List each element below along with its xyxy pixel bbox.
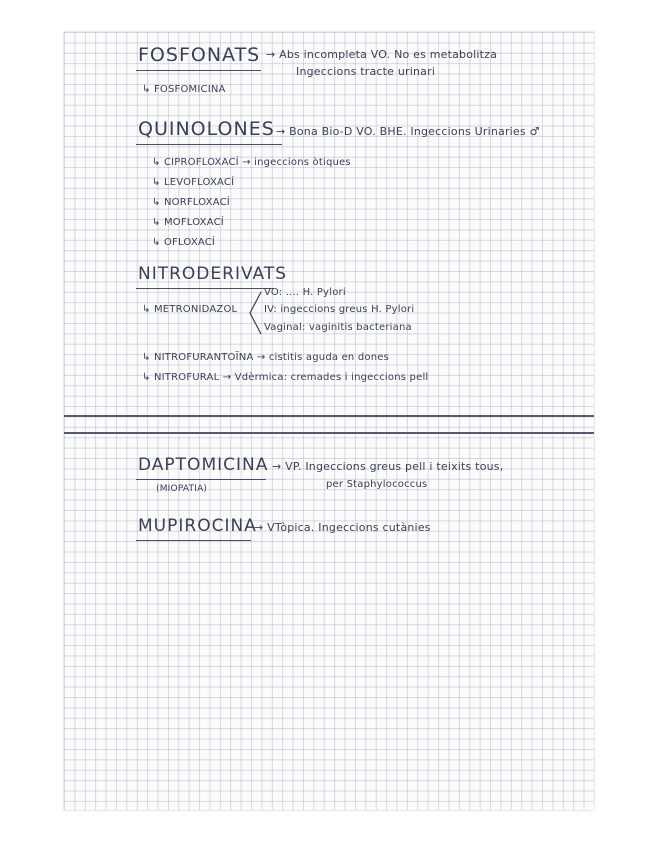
divider-line	[64, 432, 594, 434]
heading-underline	[136, 144, 282, 145]
quinolones-item: ↳ MOFLOXACÍ	[152, 217, 224, 228]
heading-mupirocina: MUPIROCINA	[138, 516, 257, 536]
daptomicina-note-2: per Staphylococcus	[326, 479, 428, 490]
quinolones-item: ↳ CIPROFLOXACÍ → ingeccions òtiques	[152, 157, 351, 168]
quinolones-item: ↳ OFLOXACÍ	[152, 237, 216, 248]
daptomicina-note-1: → VP. Ingeccions greus pell i teixits tous,	[272, 460, 504, 473]
heading-quinolones: QUINOLONES	[138, 118, 275, 140]
fosfonats-note-2: Ingeccions tracte urinari	[296, 65, 436, 78]
quinolones-note: → Bona Bio-D VO. BHE. Ingeccions Urinaries ♂	[276, 125, 540, 138]
mupirocina-note: → VTòpica. Ingeccions cutànies	[254, 521, 431, 534]
heading-nitroderivats: NITRODERIVATS	[138, 264, 287, 284]
heading-daptomicina: DAPTOMICINA	[138, 455, 269, 475]
quinolones-item: ↳ NORFLOXACÍ	[152, 197, 230, 208]
fosfonats-note-1: → Abs incompleta VO. No es metabolitza	[266, 48, 498, 61]
metronidazol-route: VO: .... H. Pylori	[264, 287, 346, 298]
brace-icon	[248, 290, 262, 336]
daptomicina-sub: (MIOPATIA)	[156, 484, 208, 494]
nitro-item: ↳ NITROFURANTOÏNA → cistitis aguda en dones	[142, 352, 390, 363]
divider-line	[64, 415, 594, 417]
quinolones-item: ↳ LEVOFLOXACÍ	[152, 177, 235, 188]
heading-underline	[136, 288, 274, 289]
heading-underline	[136, 540, 251, 541]
metronidazol-route: IV: ingeccions greus H. Pylori	[264, 304, 415, 315]
metronidazol-route: Vaginal: vaginitis bacteriana	[264, 322, 412, 333]
heading-fosfonats: FOSFONATS	[138, 44, 261, 66]
metronidazol-label: ↳ METRONIDAZOL	[142, 304, 238, 315]
heading-underline	[136, 70, 261, 71]
fosfonats-item: ↳ FOSFOMICINA	[142, 84, 226, 95]
heading-underline	[136, 479, 266, 480]
nitro-item: ↳ NITROFURAL → Vdèrmica: cremades i ingeccions pell	[142, 372, 429, 383]
notebook-page	[64, 32, 594, 810]
